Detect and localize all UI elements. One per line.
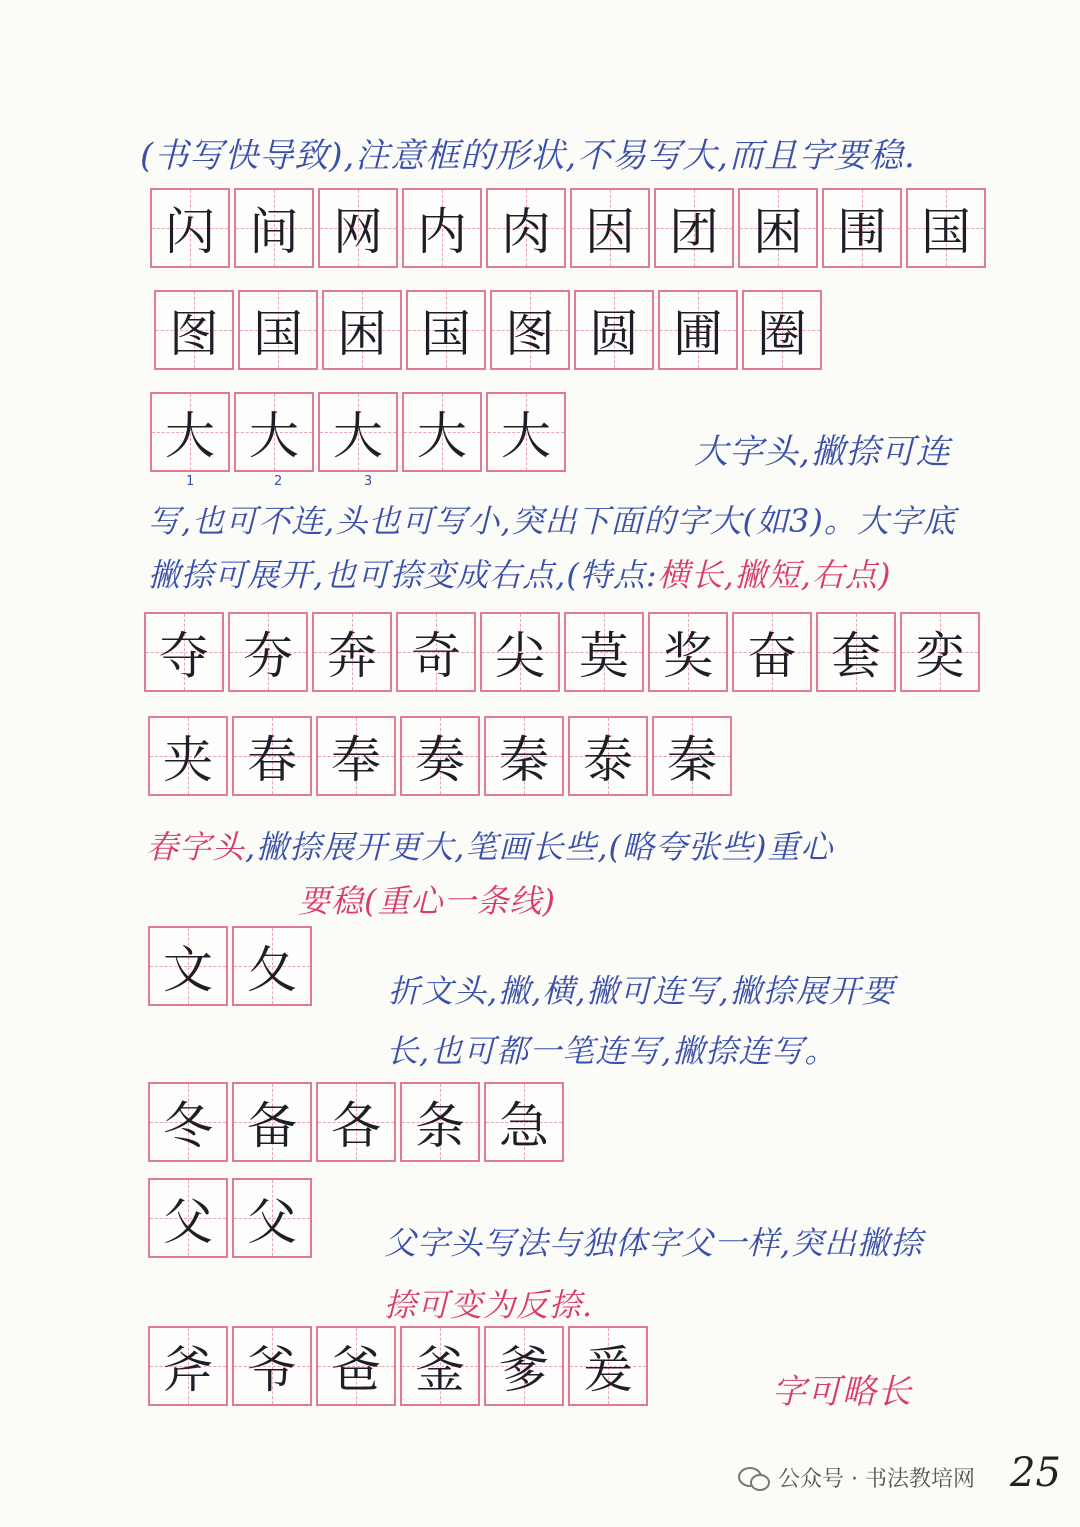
practice-char: 备 xyxy=(247,1097,297,1155)
practice-char: 奏 xyxy=(415,731,465,789)
da-note-line3 xyxy=(148,550,891,596)
chun-note-line1 xyxy=(146,822,834,868)
grid-cell xyxy=(148,926,228,1006)
grid-cell xyxy=(148,1326,228,1406)
practice-char: 肉 xyxy=(501,203,551,261)
grid-cell xyxy=(148,716,228,796)
grid-cell xyxy=(150,392,230,472)
grid-cell xyxy=(312,612,392,692)
practice-char: 奕 xyxy=(915,627,965,685)
practice-char: 各 xyxy=(331,1097,381,1155)
grid-cell xyxy=(742,290,822,370)
practice-char: 爸 xyxy=(331,1341,381,1399)
variant-number: 3 xyxy=(364,474,373,489)
practice-char: 釜 xyxy=(415,1341,465,1399)
grid-cell xyxy=(154,290,234,370)
grid-cell xyxy=(654,188,734,268)
grid-cell xyxy=(402,392,482,472)
grid-cell xyxy=(238,290,318,370)
practice-char: 因 xyxy=(585,203,635,261)
practice-char: 斧 xyxy=(163,1341,213,1399)
grid-cell xyxy=(822,188,902,268)
wen-chars-row xyxy=(148,1082,564,1162)
grid-cell xyxy=(738,188,818,268)
practice-char: 夯 xyxy=(243,627,293,685)
practice-char: 爹 xyxy=(499,1341,549,1399)
grid-cell xyxy=(486,392,566,472)
practice-char: 秦 xyxy=(667,731,717,789)
wechat-footer xyxy=(738,1462,975,1493)
practice-char: 间 xyxy=(249,203,299,261)
grid-cell xyxy=(648,612,728,692)
practice-char: 奖 xyxy=(663,627,713,685)
grid-cell xyxy=(484,1082,564,1162)
practice-char: 围 xyxy=(837,203,887,261)
practice-char: 内 xyxy=(417,203,467,261)
practice-char: 秦 xyxy=(499,731,549,789)
grid-cell xyxy=(316,1326,396,1406)
grid-cell xyxy=(228,612,308,692)
grid-cell xyxy=(150,188,230,268)
practice-char: 大 xyxy=(417,407,467,465)
practice-char: 条 xyxy=(415,1097,465,1155)
fu-note-line1: 父字头写法与独体字父一样,突出撇捺 xyxy=(384,1224,924,1262)
chun-note-line2 xyxy=(298,876,556,922)
practice-char: 国 xyxy=(253,305,303,363)
practice-char: 急 xyxy=(499,1097,549,1155)
grid-cell xyxy=(400,1326,480,1406)
variant-number: 2 xyxy=(274,474,283,489)
practice-char: 闪 xyxy=(165,203,215,261)
practice-char: 奋 xyxy=(747,627,797,685)
grid-cell xyxy=(232,716,312,796)
grid-cell xyxy=(232,926,312,1006)
grid-cell xyxy=(484,716,564,796)
chun-note-emphasis: 春字头 xyxy=(146,828,246,866)
da-note-emphasis: 横长,撇短,右点) xyxy=(657,556,892,594)
practice-char: 团 xyxy=(669,203,719,261)
practice-char: 泰 xyxy=(583,731,633,789)
grid-cell xyxy=(144,612,224,692)
practice-char: 夂 xyxy=(247,941,297,999)
practice-char: 爰 xyxy=(583,1341,633,1399)
kuang-row-2 xyxy=(154,290,822,370)
grid-cell xyxy=(232,1178,312,1258)
practice-char: 文 xyxy=(163,941,213,999)
grid-cell xyxy=(906,188,986,268)
grid-cell xyxy=(318,188,398,268)
practice-char: 困 xyxy=(753,203,803,261)
page-number: 25 xyxy=(1010,1450,1061,1496)
grid-cell xyxy=(816,612,896,692)
da-row xyxy=(150,392,566,472)
grid-cell xyxy=(402,188,482,268)
chun-note-line2-text: 要稳(重心一条线) xyxy=(298,882,556,920)
fu-note-line2: 捺可变为反捺. xyxy=(384,1286,594,1324)
wen-note-line2: 长,也可都一笔连写,撇捺连写。 xyxy=(386,1032,838,1070)
practice-char: 莫 xyxy=(579,627,629,685)
practice-char: 夺 xyxy=(159,627,209,685)
grid-cell xyxy=(406,290,486,370)
grid-cell xyxy=(232,1082,312,1162)
grid-cell xyxy=(318,392,398,472)
grid-cell xyxy=(480,612,560,692)
da-note-line3-text: 撇捺可展开,也可捺变成右点,(特点: xyxy=(148,556,658,594)
practice-char: 奔 xyxy=(327,627,377,685)
grid-cell xyxy=(148,1082,228,1162)
practice-char: 国 xyxy=(421,305,471,363)
fu-chars-row xyxy=(148,1326,648,1406)
grid-cell xyxy=(400,716,480,796)
da-note-line2: 写,也可不连,头也可写小,突出下面的字大(如3)。大字底 xyxy=(148,502,956,540)
wen-note-line1: 折文头,撇,横,撇可连写,撇捺展开要 xyxy=(388,972,895,1010)
grid-cell xyxy=(400,1082,480,1162)
kuang-row-1 xyxy=(150,188,986,268)
practice-char: 圃 xyxy=(673,305,723,363)
grid-cell xyxy=(568,716,648,796)
practice-char: 奉 xyxy=(331,731,381,789)
practice-char: 圆 xyxy=(589,305,639,363)
practice-char: 爷 xyxy=(247,1341,297,1399)
intro-note: (书写快导致),注意框的形状,不易写大,而且字要稳. xyxy=(140,136,916,176)
last-note: 字可略长 xyxy=(772,1372,912,1412)
grid-cell xyxy=(658,290,738,370)
practice-char: 困 xyxy=(337,305,387,363)
grid-cell xyxy=(148,1178,228,1258)
practice-char: 大 xyxy=(249,407,299,465)
practice-char: 国 xyxy=(921,203,971,261)
fu-row xyxy=(148,1178,312,1258)
account-name: 公众号 · 书法教培网 xyxy=(778,1467,975,1492)
da-head-note: 大字头,撇捺可连 xyxy=(694,432,951,472)
grid-cell xyxy=(316,1082,396,1162)
practice-char: 网 xyxy=(333,203,383,261)
wechat-icon xyxy=(738,1465,770,1491)
practice-char: 大 xyxy=(501,407,551,465)
grid-cell xyxy=(234,392,314,472)
grid-cell xyxy=(316,716,396,796)
da-chars-row xyxy=(144,612,980,692)
practice-char: 大 xyxy=(165,407,215,465)
grid-cell xyxy=(490,290,570,370)
grid-cell xyxy=(486,188,566,268)
grid-cell xyxy=(234,188,314,268)
practice-char: 夹 xyxy=(163,731,213,789)
grid-cell xyxy=(652,716,732,796)
practice-char: 父 xyxy=(247,1193,297,1251)
practice-char: 春 xyxy=(247,731,297,789)
grid-cell xyxy=(484,1326,564,1406)
grid-cell xyxy=(232,1326,312,1406)
practice-char: 大 xyxy=(333,407,383,465)
practice-char: 圈 xyxy=(757,305,807,363)
grid-cell xyxy=(732,612,812,692)
practice-char: 图 xyxy=(505,305,555,363)
practice-char: 套 xyxy=(831,627,881,685)
variant-number: 1 xyxy=(186,474,195,489)
practice-char: 冬 xyxy=(163,1097,213,1155)
grid-cell xyxy=(570,188,650,268)
practice-char: 图 xyxy=(169,305,219,363)
chun-row xyxy=(148,716,732,796)
grid-cell xyxy=(322,290,402,370)
grid-cell xyxy=(574,290,654,370)
grid-cell xyxy=(900,612,980,692)
practice-char: 奇 xyxy=(411,627,461,685)
grid-cell xyxy=(564,612,644,692)
wen-row xyxy=(148,926,312,1006)
grid-cell xyxy=(568,1326,648,1406)
practice-char: 父 xyxy=(163,1193,213,1251)
chun-note-text: ,撇捺展开更大,笔画长些,(略夸张些)重心 xyxy=(245,828,834,866)
grid-cell xyxy=(396,612,476,692)
practice-char: 尖 xyxy=(495,627,545,685)
